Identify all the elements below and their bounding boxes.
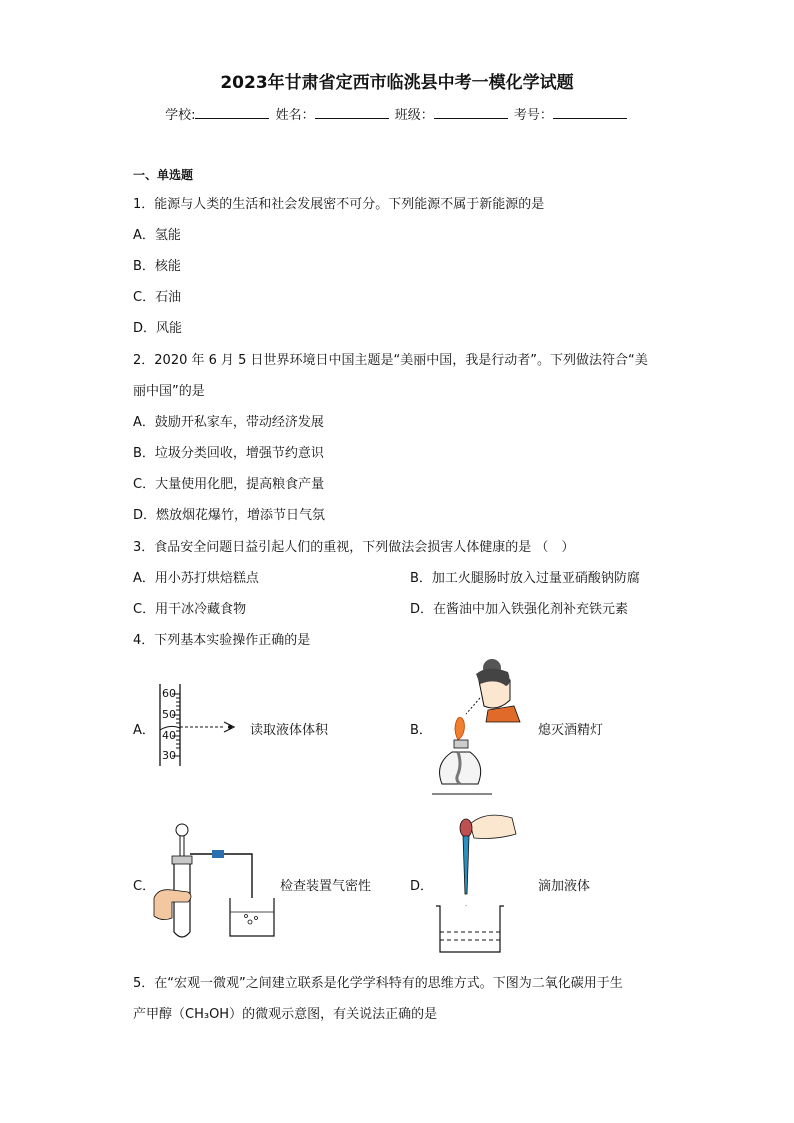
q4-option-c-text: 检查装置气密性 [280,879,372,894]
school-label: 学校: [165,108,196,123]
q2-option-c: C．大量使用化肥，提高粮食产量 [133,477,325,492]
q5-stem-line2: 产甲醇（CH₃OH）的微观示意图，有关说法正确的是 [133,1007,438,1022]
page-title: 2023年甘肃省定西市临洮县中考一模化学试题 [220,73,574,93]
q3-option-c: C．用干冰冷藏食物 [133,602,247,617]
q1-option-a: A．氢能 [133,228,181,243]
q4-option-b-label: B． [410,723,432,738]
dropper-figure [430,808,522,958]
q3-option-a: A．用小苏打烘焙糕点 [133,571,259,586]
q4-stem: 4．下列基本实验操作正确的是 [133,633,311,648]
name-blank [315,106,389,119]
graduated-cylinder-figure [150,680,242,770]
class-label: 班级： [394,108,434,123]
q4-option-a-label: A． [133,723,155,738]
q2-option-a: A．鼓励开私家车，带动经济发展 [133,415,324,430]
q1-option-c: C．石油 [133,290,182,305]
q2-option-d: D．燃放烟花爆竹，增添节日气氛 [133,508,326,523]
q4-option-d-label: D． [410,879,434,894]
tick-label-30: 30 [162,749,176,762]
tick-label-60: 60 [162,687,176,700]
q2-stem-line1: 2．2020 年 6 月 5 日世界环境日中国主题是“美丽中国，我是行动者”。下列做法符合“美 [133,353,648,368]
q2-option-b: B．垃圾分类回收，增强节约意识 [133,446,324,461]
q4-option-a-text: 读取液体体积 [250,723,329,738]
q3-stem: 3．食品安全问题日益引起人们的重视，下列做法会损害人体健康的是 （ ） [133,540,575,555]
number-label: 考号： [513,108,553,123]
q3-option-b: B．加工火腿肠时放入过量亚硝酸钠防腐 [410,571,640,586]
tick-label-50: 50 [162,708,176,721]
student-info-line [0,104,794,123]
tick-label-40: 40 [162,729,176,742]
airtightness-apparatus-figure [152,820,276,942]
q2-stem-line2: 丽中国”的是 [133,384,205,399]
q3-option-d: D．在酱油中加入铁强化剂补充铁元素 [410,602,629,617]
alcohol-lamp-figure [428,656,528,798]
q4-option-d-text: 滴加液体 [538,879,591,894]
q1-stem: 1．能源与人类的生活和社会发展密不可分。下列能源不属于新能源的是 [133,197,545,212]
name-label: 姓名： [275,108,315,123]
q5-stem-line1: 5．在“宏观一微观”之间建立联系是化学学科特有的思维方式。下图为二氧化碳用于生 [133,976,623,991]
section-heading: 一、单选题 [133,168,194,182]
q1-option-d: D．风能 [133,321,183,336]
q1-option-b: B．核能 [133,259,181,274]
school-blank [195,106,269,119]
q4-option-b-text: 熄灭酒精灯 [538,723,604,738]
class-blank [434,106,508,119]
q4-option-c-label: C． [133,879,156,894]
number-blank [553,106,627,119]
